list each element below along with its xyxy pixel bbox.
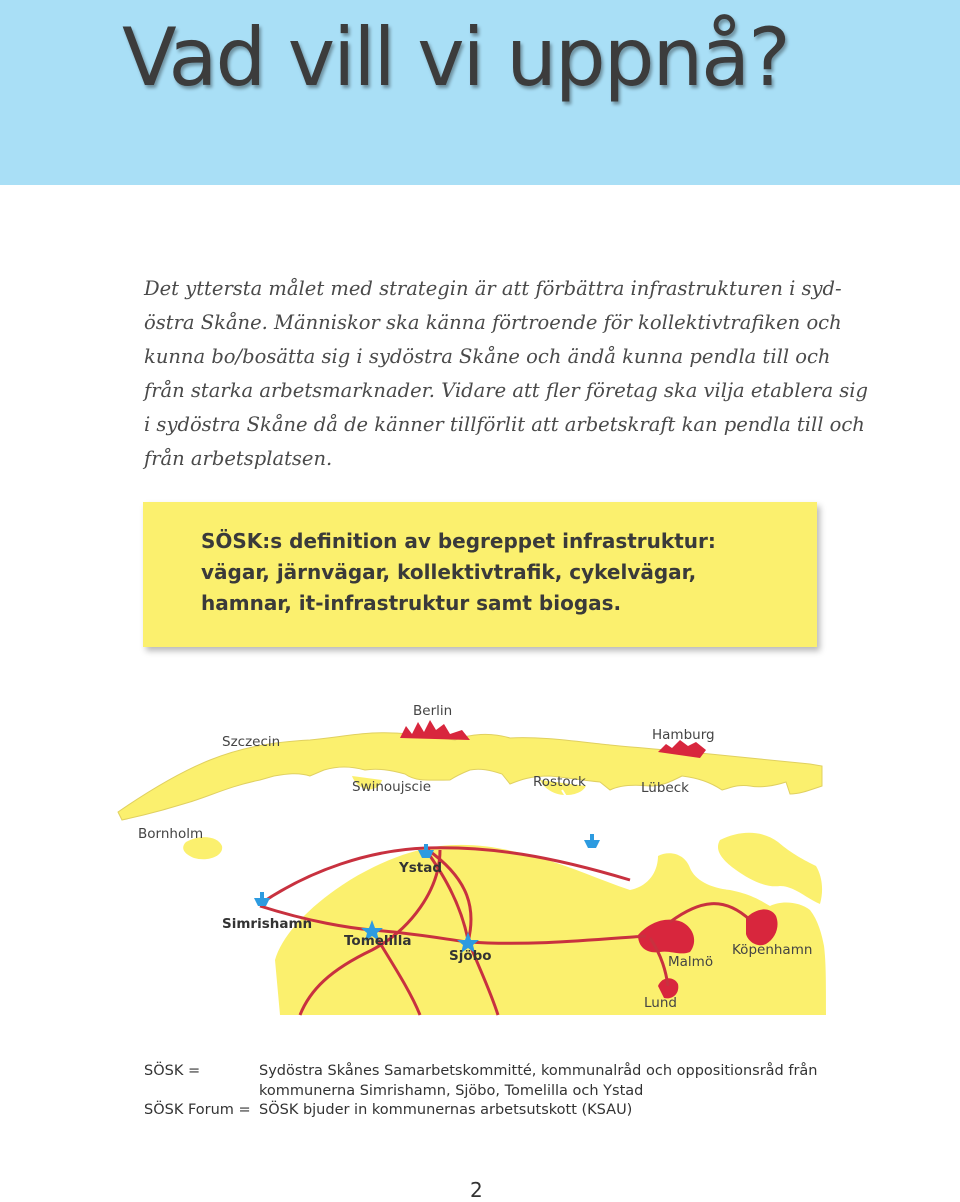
- definition-line: hamnar, it-infrastruktur samt biogas.: [201, 591, 622, 615]
- ferry-route: [420, 786, 428, 846]
- map-label-szczecin: Szczecin: [222, 734, 281, 750]
- map-label-rostock: Rostock: [533, 774, 586, 790]
- map-label-lund: Lund: [644, 995, 677, 1011]
- intro-paragraph: [144, 272, 869, 476]
- map-label-sjobo: Sjöbo: [449, 948, 492, 964]
- legend-definition: Sydöstra Skånes Samarbetskommitté, kommunalråd och oppositionsråd från: [259, 1063, 818, 1079]
- map-label-kopenhamn: Köpenhamn: [732, 942, 813, 958]
- map-label-lubeck: Lübeck: [641, 780, 689, 796]
- city-berlin: [400, 720, 470, 740]
- map-label-tomelilla: Tomelilla: [344, 933, 412, 949]
- intro-line: från starka arbetsmarknader. Vidare att fler företag ska vilja etablera sig: [144, 379, 869, 402]
- map-label-simrishamn: Simrishamn: [222, 916, 313, 932]
- legend-term: SÖSK Forum =: [144, 1102, 251, 1118]
- ship-icon: [254, 892, 270, 906]
- intro-line: Det yttersta målet med strategin är att förbättra infrastrukturen i syd-: [144, 277, 842, 300]
- intro-line: kunna bo/bosätta sig i sydöstra Skåne och ändå kunna pendla till och: [144, 345, 831, 368]
- map-label-swinoujscie: Swinoujscie: [352, 779, 431, 795]
- definition-box: [143, 502, 817, 647]
- ferry-route: [598, 794, 654, 842]
- page-number: 2: [470, 1178, 483, 1202]
- legend-term: SÖSK =: [144, 1063, 201, 1079]
- map-label-bornholm: Bornholm: [138, 826, 204, 842]
- map-label-malmo: Malmö: [668, 954, 714, 970]
- intro-line: från arbetsplatsen.: [144, 447, 333, 470]
- definition-line: SÖSK:s definition av begreppet infrastruktur:: [201, 529, 716, 553]
- legend-definition: SÖSK bjuder in kommunernas arbetsutskott (KSAU): [259, 1102, 633, 1118]
- ferry-route: [230, 792, 382, 834]
- map-label-hamburg: Hamburg: [652, 727, 715, 743]
- map-graphic: [110, 690, 840, 1025]
- intro-line: i sydöstra Skåne då de känner tillförlit att arbetskraft kan pendla till och: [144, 413, 865, 436]
- map-label-ystad: Ystad: [399, 860, 443, 876]
- region-map: [110, 690, 840, 1025]
- map-label-berlin: Berlin: [413, 703, 453, 719]
- intro-line: östra Skåne. Människor ska känna förtroende för kollektivtrafiken och: [144, 311, 842, 334]
- ferry-route: [206, 868, 254, 900]
- definition-line: vägar, järnvägar, kollektivtrafik, cykelvägar,: [201, 560, 697, 584]
- legend-definition: kommunerna Simrishamn, Sjöbo, Tomelilla och Ystad: [259, 1083, 644, 1099]
- page-title: Vad vill vi uppnå?: [122, 11, 789, 104]
- header-band: [0, 0, 960, 185]
- ferry-route: [562, 790, 588, 840]
